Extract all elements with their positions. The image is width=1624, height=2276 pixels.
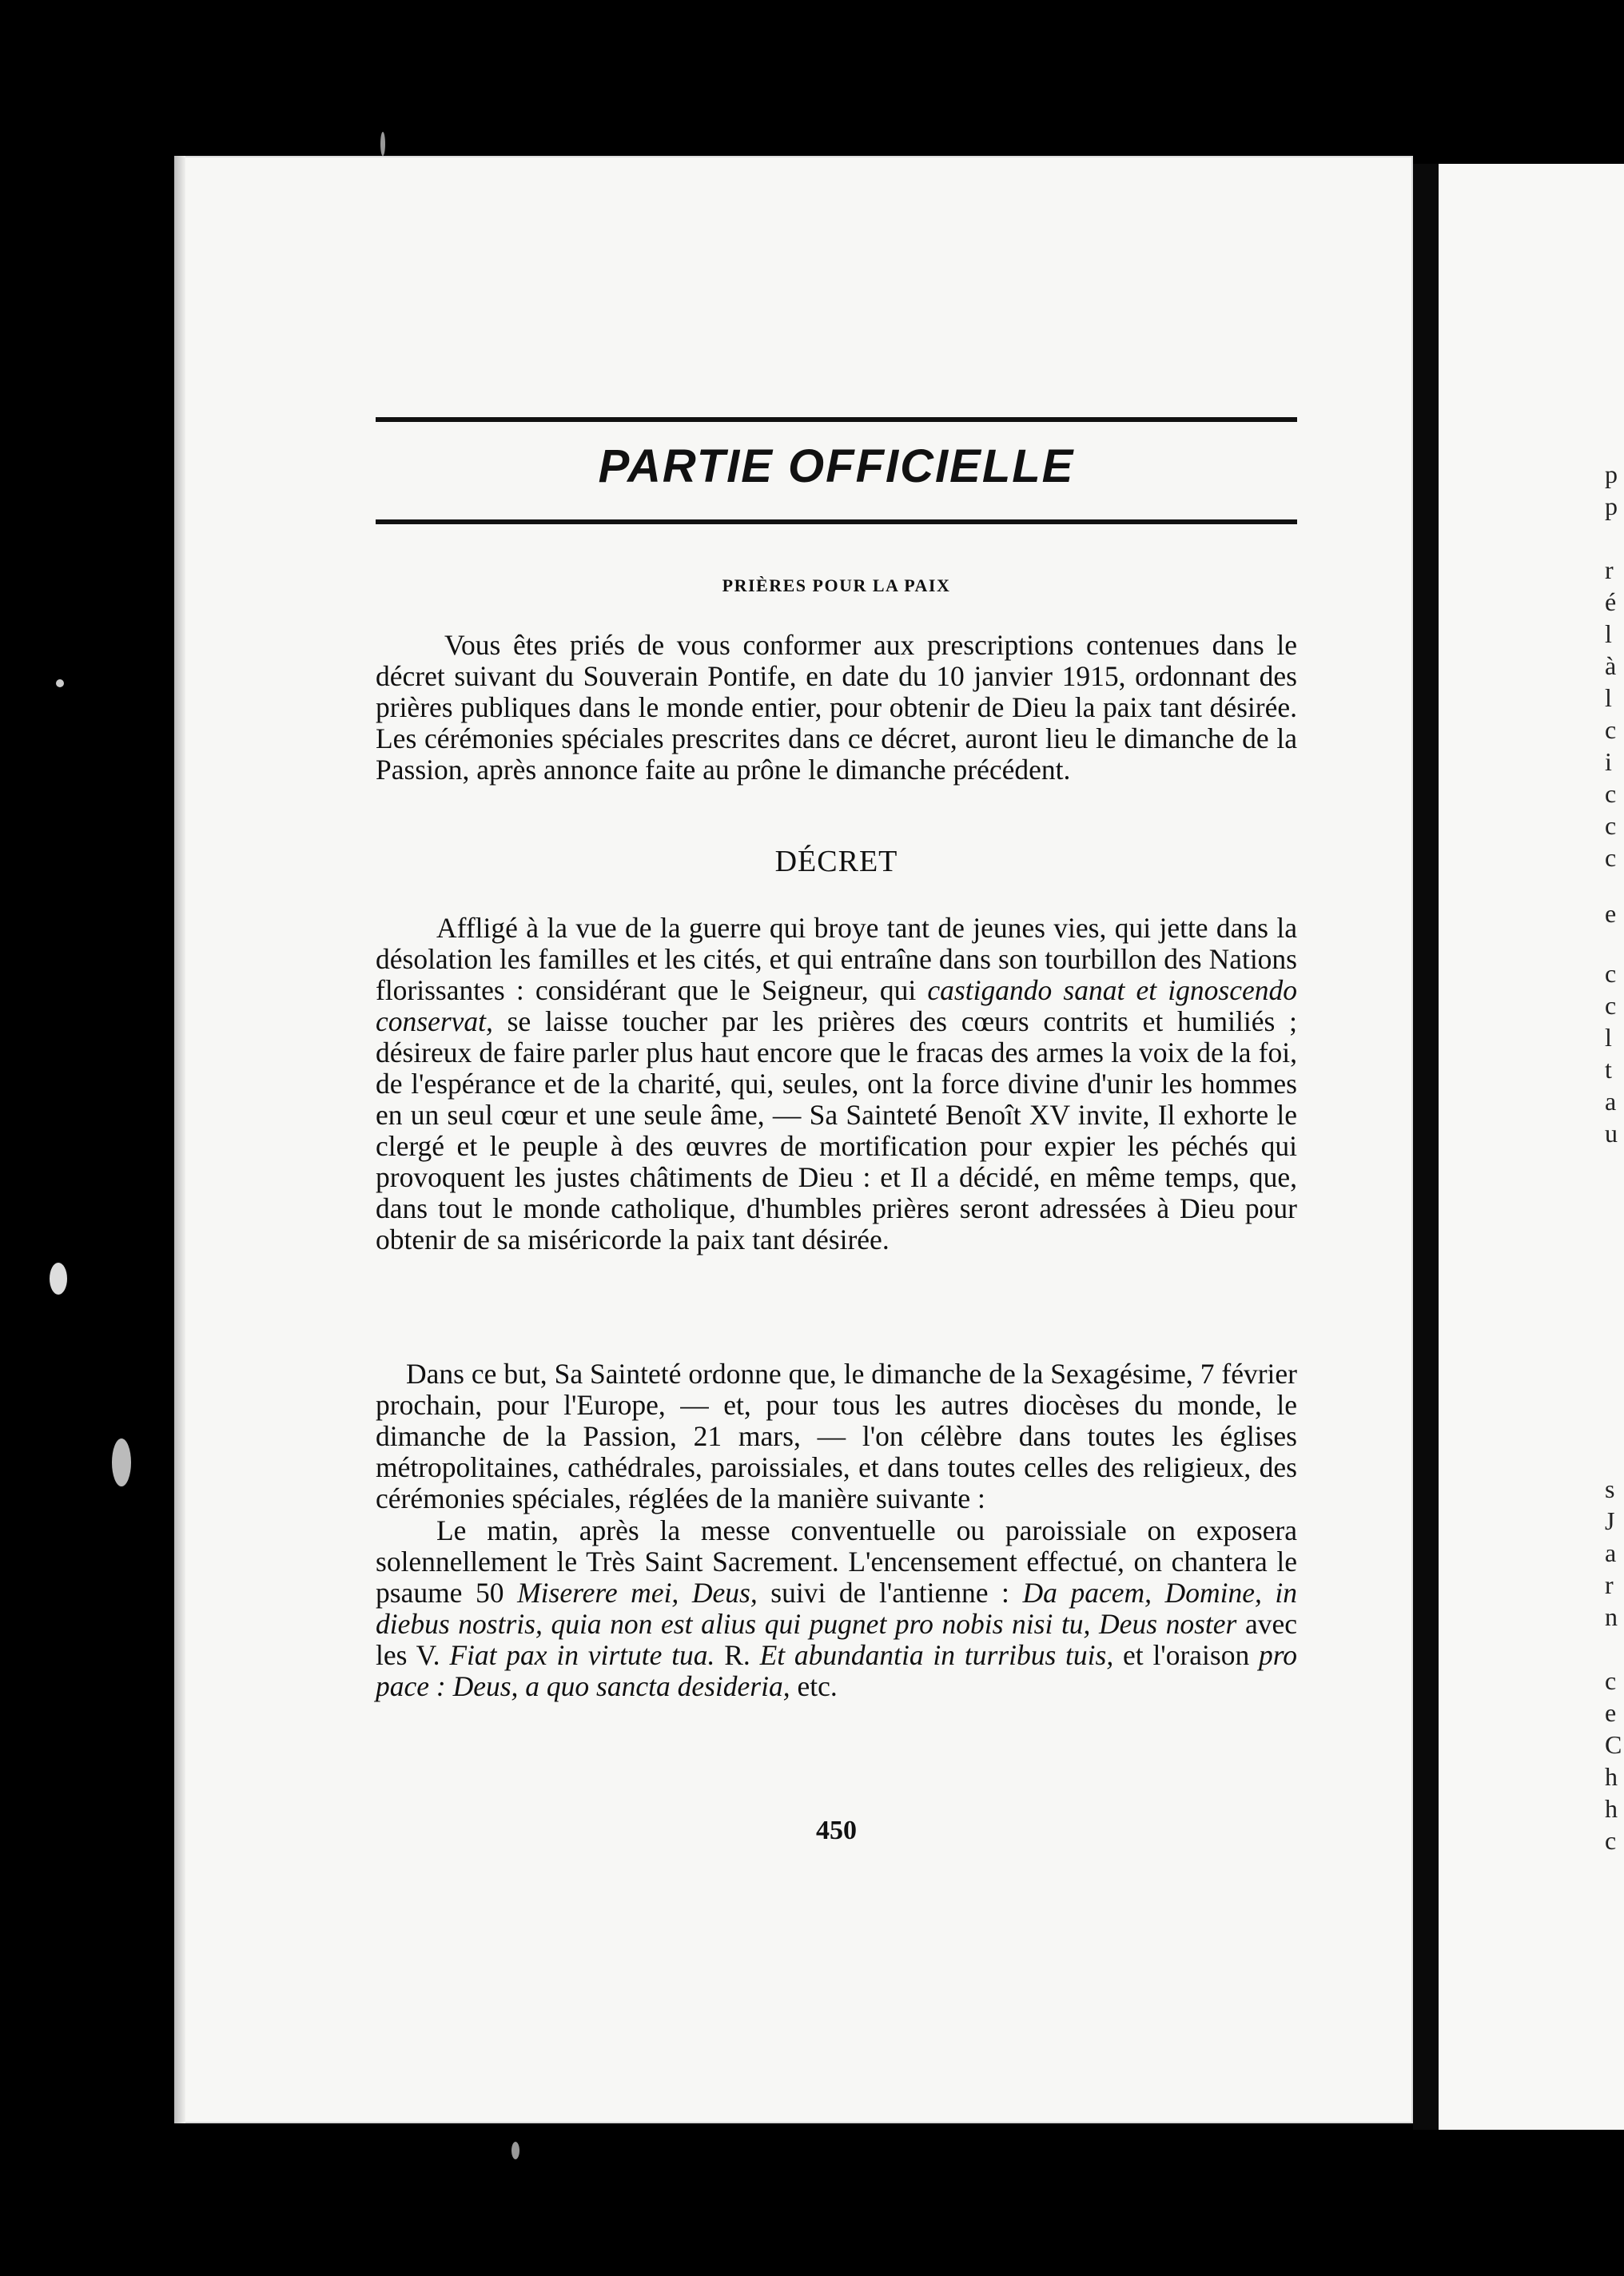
decret-p3-text-e: et l'oraison (1113, 1639, 1259, 1671)
intro-paragraph: Vous êtes priés de vous conformer aux prescriptions contenues dans le décret suivant du Souverain Pontife, en date du 10 janvier 1915, ordonnant des prières publiques dans le monde entier, pour obtenir de Dieu la paix tant désirée. Les cérémonies spéciales prescrites dans ce décret, auront lieu le dimanche de la Passion, après annonce faite au prône le dimanche précédent. (376, 629, 1297, 786)
decret-p3-latin-5: pro pace : Deus, a quo sancta desideria, (376, 1639, 1297, 1702)
right-page-margin-letter: s (1605, 1474, 1615, 1503)
scan-speck (511, 2142, 519, 2159)
scan-speck (56, 679, 64, 687)
decret-p3-latin-4: Et abundantia in turribus tuis, (759, 1639, 1114, 1671)
right-page-margin-letter: c (1605, 715, 1617, 744)
right-page-margin-letter: r (1605, 555, 1614, 584)
page-edge-shadow (174, 156, 185, 2123)
decret-paragraph-3 (376, 1515, 1297, 1702)
right-page-margin-letter: a (1605, 1538, 1617, 1567)
right-page-margin-letter: i (1605, 747, 1612, 776)
right-page-margin-letter: c (1605, 779, 1617, 808)
right-page-margin-letter: p (1605, 491, 1618, 520)
right-page-margin-letter: n (1605, 1602, 1618, 1631)
decret-p1-text-b: se laisse toucher par les prières des cœurs contrits et humiliés ; désireux de faire parler plus haut encore que le fracas des armes la voix de la foi, de l'espérance et de la charité, qui, seules, ont la force divine d'unir les hommes en un seul cœur et une seule âme, — Sa Sainteté Benoît XV invite, Il exhorte le clergé et le peuple à des œuvres de mortification pour expier les péchés qui provoquent les justes châtiments de Dieu : et Il a décidé, en même temps, que, dans tout le monde catholique, d'humbles prières seront adressées à Dieu pour obtenir de sa miséricorde la paix tant désirée. (376, 1005, 1297, 1255)
right-page-margin-letter: e (1605, 899, 1617, 928)
right-page-margin-letter: c (1605, 991, 1617, 1020)
scan-speck (50, 1263, 67, 1295)
right-page-margin-letter: p (1605, 460, 1618, 488)
decret-paragraph-1 (376, 913, 1297, 1255)
right-page-margin-letter: e (1605, 1698, 1617, 1727)
decret-paragraph-2: Dans ce but, Sa Sainteté ordonne que, le dimanche de la Sexagésime, 7 février prochain, pour l'Europe, — et, pour tous les autres diocèses du monde, le dimanche de la Passion, 21 mars, — l'on célèbre dans toutes les églises métropolitaines, cathédrales, paroissiales, et dans toutes celles des religieux, des cérémonies spéciales, réglées de la manière suivante : (376, 1358, 1297, 1514)
decret-p3-text-c: avec les V. (376, 1608, 1298, 1671)
scan-speck (112, 1438, 131, 1486)
scan-speck (380, 132, 385, 156)
right-page-margin-letter: h (1605, 1762, 1618, 1791)
section-subtitle: PRIÈRES POUR LA PAIX (722, 575, 951, 595)
header-rule-top (376, 417, 1297, 422)
right-page-margin-letter: l (1605, 619, 1612, 648)
decret-p3-text-f: etc. (790, 1670, 838, 1702)
right-page-margin-letter: c (1605, 843, 1617, 872)
book-gutter (1413, 164, 1439, 2130)
decret-p1-latin: castigando sanat et ignoscendo conservat, (376, 974, 1297, 1037)
right-page-margin-letter: c (1605, 1826, 1617, 1855)
decret-p3-latin-3: Fiat pax in virtute tua. (449, 1639, 715, 1671)
right-page-margin-letter: J (1605, 1506, 1615, 1535)
right-page-margin-letter: u (1605, 1119, 1618, 1148)
decret-p3-latin-2: Da pacem, Domine, in diebus nostris, quia non est alius qui pugnet pro nobis nisi tu, Deus noster (376, 1577, 1298, 1640)
decret-p1-text-a: Affligé à la vue de la guerre qui broye tant de jeunes vies, qui jette dans la désolation les familles et les cités, et qui entraîne dans son tourbillon des Nations florissantes : considérant que le Seigneur, qui (376, 912, 1297, 1006)
decret-heading: DÉCRET (774, 845, 898, 878)
right-page-margin-letter: l (1605, 1023, 1612, 1052)
header-rule-bottom (376, 519, 1297, 524)
right-page-margin-letter: C (1605, 1730, 1622, 1759)
page-number: 450 (816, 1816, 857, 1845)
right-page-margin-letter: c (1605, 959, 1617, 988)
decret-p3-text-a: Le matin, après la messe conventuelle ou paroissiale on exposera solennellement le Très Saint Sacrement. L'encensement effectué, on chantera le psaume 50 (376, 1514, 1297, 1609)
right-page-fragment (1439, 164, 1624, 2130)
decret-p3-text-d: R. (714, 1639, 760, 1671)
decret-p3-latin-1: Miserere mei, Deus, (517, 1577, 758, 1609)
page-title: PARTIE OFFICIELLE (598, 440, 1075, 492)
right-page-margin-letter: c (1605, 811, 1617, 840)
right-page-margin-letter: é (1605, 587, 1617, 616)
right-page-margin-letter: l (1605, 683, 1612, 712)
right-page-margin-letter: a (1605, 1087, 1617, 1116)
right-page-margin-letter: h (1605, 1794, 1618, 1823)
right-page-margin-letter: c (1605, 1666, 1617, 1695)
right-page-margin-letter: à (1605, 651, 1617, 680)
right-page-margin-letter: t (1605, 1055, 1612, 1084)
right-page-margin-letter: r (1605, 1570, 1614, 1599)
decret-p3-text-b: suivi de l'antienne : (757, 1577, 1023, 1609)
